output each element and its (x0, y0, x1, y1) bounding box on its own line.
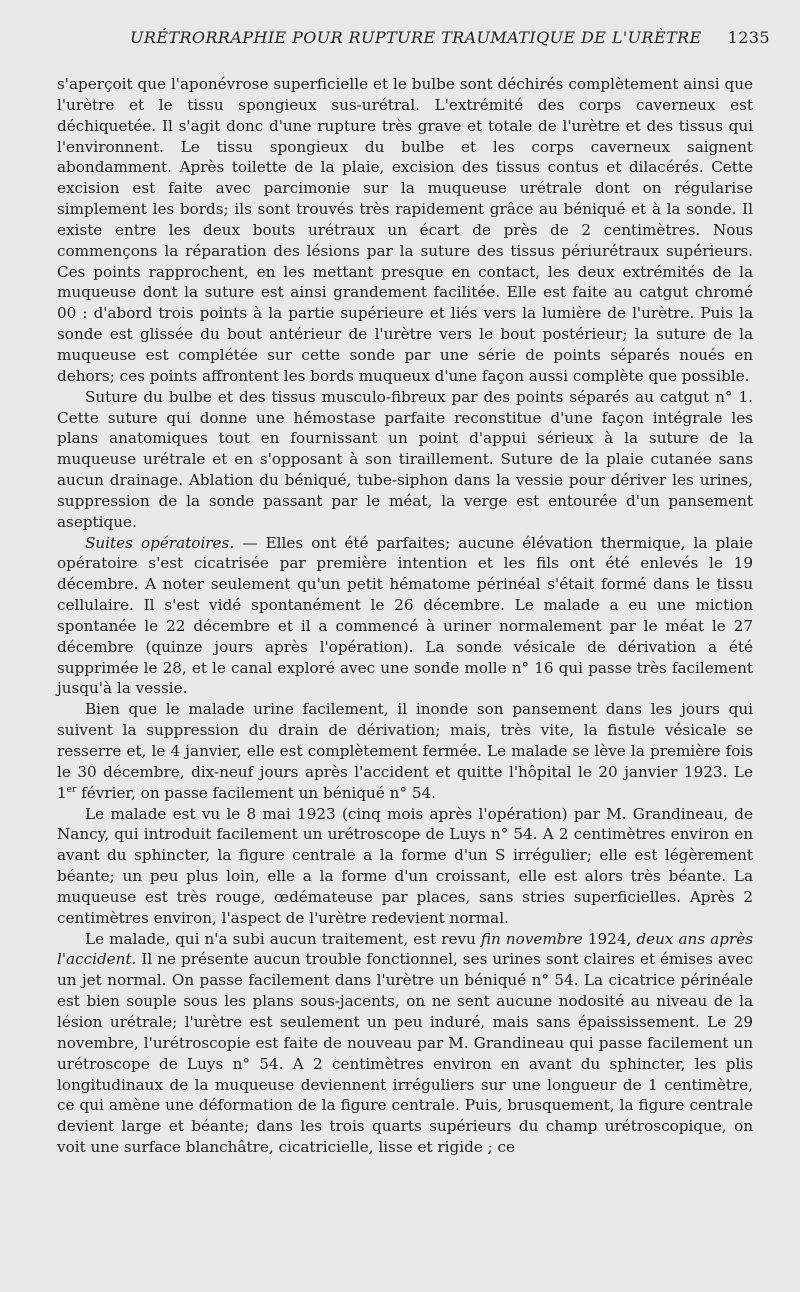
paragraph (57, 929, 753, 1158)
running-title: URÉTRORRAPHIE POUR RUPTURE TRAUMATIQUE DE L'URÈTRE (130, 28, 702, 47)
paragraph: s'aperçoit que l'aponévrose superficielle et le bulbe sont déchirés complètement ainsi que l'urètre et le tissu spongieux sus-urétral. L'extrémité des corps caverneux est déchiquetée. Il s'agit donc d'une rupture très grave et totale de l'urètre et des tissus qui l'environnent. Le tissu spongieux du bulbe et les corps caverneux saignent abondamment. Après toilette de la plaie, excision des tissus contus et dilacérés. Cette excision est faite avec parcimonie sur la muqueuse urétrale dont on régularise simplement les bords; ils sont trouvés très rapidement grâce au béniqué et à la sonde. Il existe entre les deux bouts urétraux un écart de près de 2 centimètres. Nous commençons la réparation des lésions par la suture des tissus périurétraux supérieurs. Ces points rapprochent, en les mettant presque en contact, les deux extrémités de la muqueuse dont la suture est ainsi grandement facilitée. Elle est faite au catgut chromé 00 : d'abord trois points à la partie supérieure et liés vers la lumière de l'urètre. Puis la sonde est glissée du bout antérieur de l'urètre vers le bout postérieur; la suture de la muqueuse est complétée sur cette sonde par une série de points séparés noués en dehors; ces points affrontent les bords muqueux d'une façon aussi complète que possible. (57, 75, 753, 385)
paragraph: Suture du bulbe et des tissus musculo-fibreux par des points séparés au catgut n° 1. Cette suture qui donne une hémostase parfaite reconstitue d'une façon intégrale les plans anatomiques tout en fournissant un point d'appui sérieux à la suture de la muqueuse urétrale et en s'opposant à son tiraillement. Suture de la plaie cutanée sans aucun drainage. Ablation du béniqué, tube-siphon dans la vessie pour dériver les urines, suppression de la sonde passant par le méat, la verge est entourée d'un pansement aseptique. (57, 387, 753, 531)
paragraph-text: 1924, (582, 929, 637, 948)
paragraph-text: Il ne présente aucun trouble fonctionnel, ses urines sont claires et émises avec un jet normal. On passe facilement dans l'urètre un béniqué n° 54. La cicatrice périnéale est bien souple sous les plans sous-jacents, on ne sent aucune nodosité au niveau de la lésion urétrale; l'urètre est seulement un peu induré, mais sans épaississement. Le 29 novembre, l'urétroscopie est faite de nouveau par M. Grandineau qui passe facilement un urétroscope de Luys n° 54. A 2 centimètres environ en avant du sphincter, les plis longitudinaux de la muqueuse deviennent irréguliers sur une longueur de 1 centimètre, ce qui amène une déformation de la figure centrale. Puis, brusquement, la figure centrale devient large et béante; dans les trois quarts supérieurs du champ urétroscopique, on voit une surface blanchâtre, cicatricielle, lisse et rigide ; ce (57, 950, 753, 1157)
italic-text: deux ans après l'accident. (57, 929, 754, 969)
running-header (130, 28, 770, 50)
page-body (57, 74, 753, 1158)
paragraph-text: février, on passe facilement un béniqué n° 54. (76, 783, 437, 802)
paragraph (57, 533, 753, 700)
italic-text: fin novembre (480, 929, 583, 948)
paragraph-text: Le malade, qui n'a subi aucun traitement, est revu (85, 929, 481, 948)
paragraph-text: — Elles ont été parfaites; aucune élévation thermique, la plaie opératoire s'est cicatrisée par première intention et les fils ont été enlevés le 19 décembre. A noter seulement qu'un petit hématome périnéal s'était formé dans le tissu cellulaire. Il s'est vidé spontanément le 26 décembre. Le malade a eu une miction spontanée le 22 décembre et il a commencé à uriner normalement par le méat le 27 décembre (quinze jours après l'opération). La sonde vésicale de dérivation a été supprimée le 28, et le canal exploré avec une sonde molle n° 16 qui passe très facilement jusqu'à la vessie. (57, 533, 754, 698)
superscript: er (66, 784, 77, 795)
paragraph-text: Bien que le malade urine facilement, il inonde son pansement dans les jours qui suivent la suppression du drain de dérivation; mais, très vite, la fistule vésicale se resserre et, le 4 janvier, elle est complètement fermée. Le malade se lève la première fois le 30 décembre, dix-neuf jours après l'accident et quitte l'hôpital le 20 janvier 1923. Le 1 (57, 700, 753, 802)
page-number: 1235 (727, 28, 770, 47)
paragraph (57, 699, 753, 803)
section-lead: Suites opératoires. (85, 533, 235, 552)
paragraph: Le malade est vu le 8 mai 1923 (cinq mois après l'opération) par M. Grandineau, de Nancy, qui introduit facilement un urétroscope de Luys n° 54. A 2 centimètres environ en avant du sphincter, la figure centrale a la forme d'un S irrégulier; elle est légèrement béante; un peu plus loin, elle a la forme d'un croissant, elle est alors très béante. La muqueuse est très rouge, œdémateuse par places, sans stries superficielles. Après 2 centimètres environ, l'aspect de l'urètre redevient normal. (57, 804, 753, 927)
